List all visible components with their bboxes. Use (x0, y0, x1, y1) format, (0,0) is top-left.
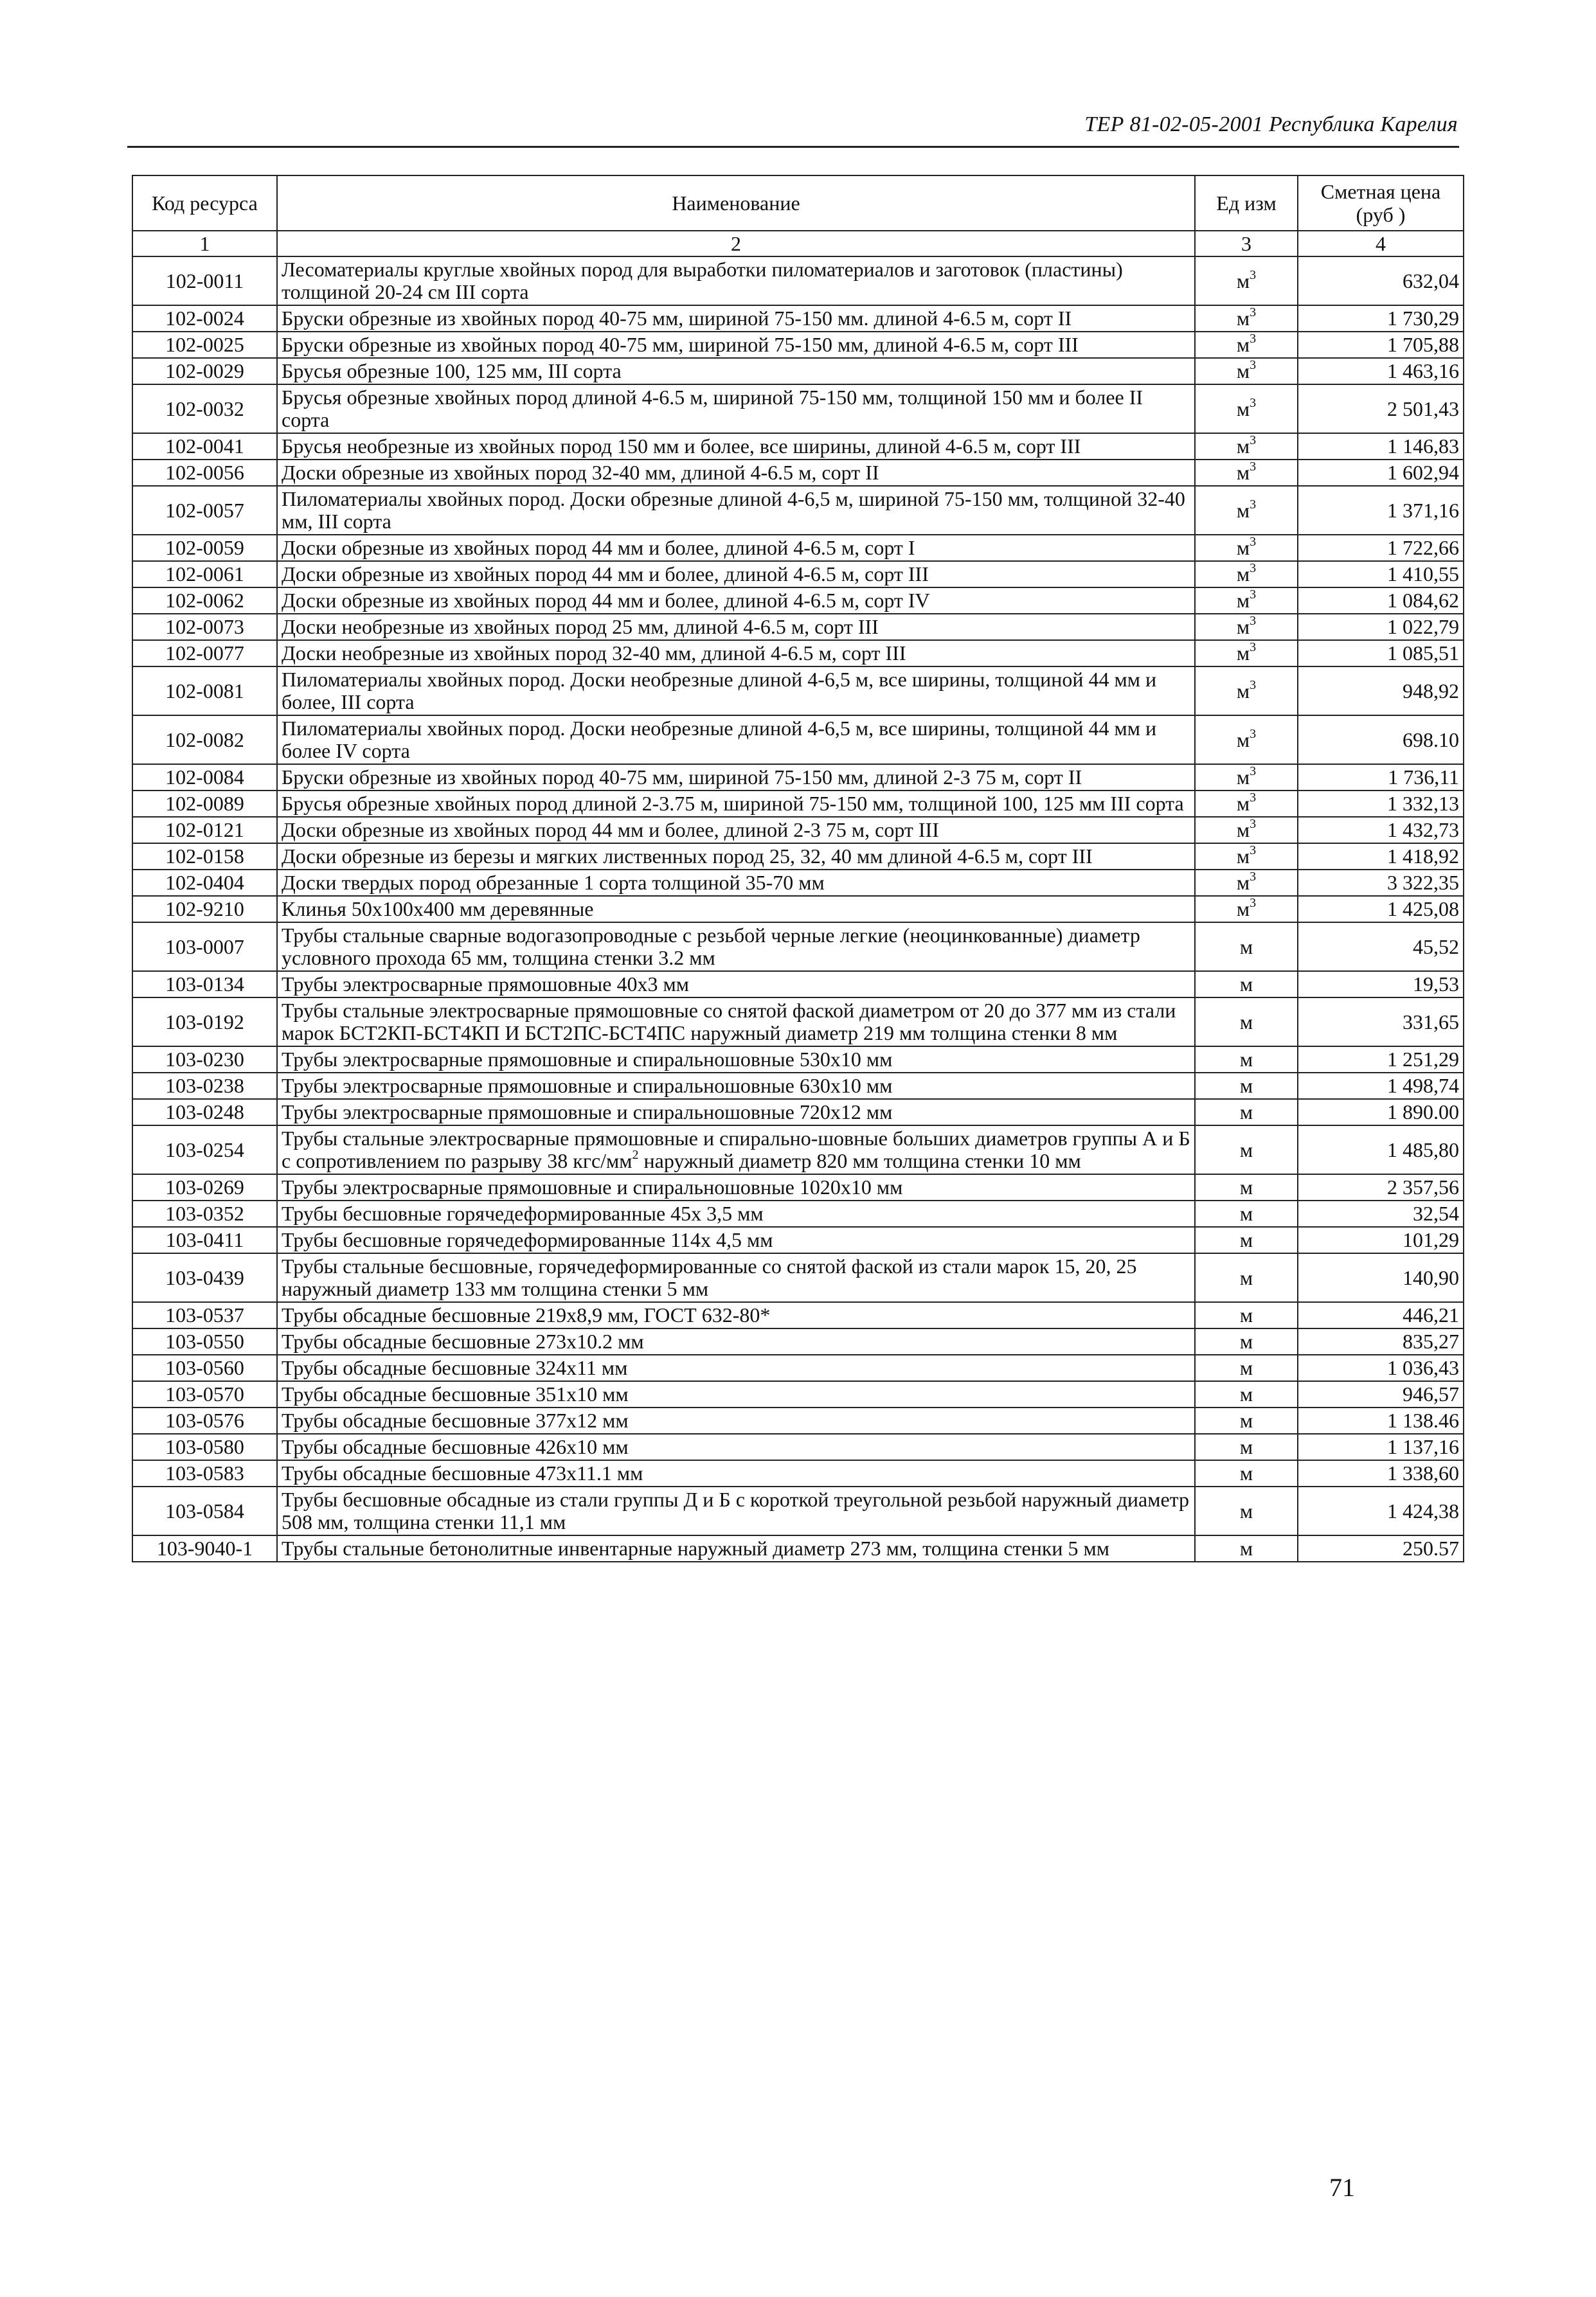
resource-name: Трубы обсадные бесшовные 219х8,9 мм, ГОСТ 632-80* (277, 1302, 1195, 1328)
table-row (132, 1073, 1464, 1099)
table-header-row (132, 175, 1464, 231)
unit-text: м (1236, 269, 1250, 292)
resource-code: 103-0580 (132, 1434, 277, 1460)
estimated-price: 331,65 (1298, 997, 1464, 1046)
resource-code: 102-0059 (132, 535, 277, 561)
unit-text: м (1239, 1435, 1253, 1458)
table-row (132, 561, 1464, 587)
unit-cell (1195, 817, 1298, 843)
unit-text: м (1236, 845, 1250, 868)
column-header-price: Сметная цена (руб ) (1298, 175, 1464, 231)
resource-name: Доски обрезные из хвойных пород 44 мм и более, длиной 4-6.5 м, сорт I (277, 535, 1195, 561)
resource-code: 103-0570 (132, 1381, 277, 1408)
unit-cell (1195, 460, 1298, 486)
unit-text: м (1236, 498, 1250, 522)
resource-code: 102-0061 (132, 561, 277, 587)
unit-text: м (1236, 792, 1250, 815)
table-row (132, 971, 1464, 997)
unit-cell (1195, 1328, 1298, 1355)
resource-name: Трубы электросварные прямошовные и спиральношовные 530х10 мм (277, 1046, 1195, 1073)
unit-superscript: 3 (1250, 433, 1257, 447)
resource-name: Бруски обрезные из хвойных пород 40-75 мм, шириной 75-150 мм. длиной 4-6.5 м, сорт II (277, 305, 1195, 332)
resource-code: 102-0089 (132, 791, 277, 817)
unit-text: м (1236, 765, 1250, 789)
unit-text: м (1239, 1265, 1253, 1289)
unit-text: м (1236, 871, 1250, 894)
column-header-code: Код ресурса (132, 175, 277, 231)
estimated-price: 1 432,73 (1298, 817, 1464, 843)
unit-cell (1195, 1434, 1298, 1460)
unit-text: м (1239, 1382, 1253, 1406)
estimated-price: 1 251,29 (1298, 1046, 1464, 1073)
unit-text: м (1236, 434, 1250, 458)
unit-cell (1195, 997, 1298, 1046)
unit-cell (1195, 486, 1298, 535)
unit-cell (1195, 1099, 1298, 1125)
resource-code: 102-0032 (132, 384, 277, 433)
estimated-price: 948,92 (1298, 666, 1464, 715)
table-row (132, 433, 1464, 460)
resource-name: Доски обрезные из хвойных пород 32-40 мм, длиной 4-6.5 м, сорт II (277, 460, 1195, 486)
unit-cell (1195, 1253, 1298, 1302)
price-table (132, 175, 1464, 1562)
resource-name: Трубы стальные сварные водогазопроводные с резьбой черные легкие (неоцинкованные) диаметр условного прохода 65 мм, толщина стенки 3.2 мм (277, 922, 1195, 971)
unit-cell (1195, 305, 1298, 332)
unit-superscript: 3 (1250, 870, 1257, 884)
resource-name: Трубы бесшовные обсадные из стали группы Д и Б с короткой треугольной резьбой наружный диаметр 508 мм, толщина стенки 11,1 мм (277, 1487, 1195, 1535)
unit-superscript: 3 (1250, 764, 1257, 778)
unit-text: м (1236, 397, 1250, 420)
resource-code: 102-0121 (132, 817, 277, 843)
estimated-price: 1 418,92 (1298, 843, 1464, 870)
unit-superscript: 3 (1250, 843, 1257, 857)
resource-name: Трубы электросварные прямошовные и спиральношовные 1020х10 мм (277, 1174, 1195, 1201)
resource-code: 102-0041 (132, 433, 277, 460)
table-row (132, 486, 1464, 535)
resource-code: 103-0230 (132, 1046, 277, 1073)
table-body (132, 256, 1464, 1562)
unit-cell (1195, 1201, 1298, 1227)
estimated-price: 946,57 (1298, 1381, 1464, 1408)
estimated-price: 1 736,11 (1298, 764, 1464, 791)
table-row (132, 1328, 1464, 1355)
table-row (132, 460, 1464, 486)
table-row (132, 791, 1464, 817)
resource-code: 102-9210 (132, 896, 277, 922)
table-row (132, 305, 1464, 332)
resource-name: Доски обрезные из хвойных пород 44 мм и более, длиной 4-6.5 м, сорт IV (277, 587, 1195, 614)
unit-superscript: 3 (1250, 817, 1257, 831)
resource-code: 103-0352 (132, 1201, 277, 1227)
unit-cell (1195, 1302, 1298, 1328)
estimated-price: 1 138.46 (1298, 1408, 1464, 1434)
table-row (132, 764, 1464, 791)
estimated-price: 1 410,55 (1298, 561, 1464, 587)
table-row (132, 896, 1464, 922)
estimated-price: 1 424,38 (1298, 1487, 1464, 1535)
estimated-price: 45,52 (1298, 922, 1464, 971)
table-row (132, 1125, 1464, 1174)
unit-superscript: 3 (1250, 267, 1257, 282)
unit-text: м (1239, 1461, 1253, 1485)
unit-cell (1195, 358, 1298, 384)
table-row (132, 870, 1464, 896)
estimated-price: 101,29 (1298, 1227, 1464, 1253)
estimated-price: 835,27 (1298, 1328, 1464, 1355)
unit-cell (1195, 1408, 1298, 1434)
unit-superscript: 3 (1250, 791, 1257, 805)
resource-name: Брусья обрезные хвойных пород длиной 4-6.5 м, шириной 75-150 мм, толщиной 150 мм и более II сорта (277, 384, 1195, 433)
unit-text: м (1236, 589, 1250, 612)
resource-code: 103-0583 (132, 1460, 277, 1487)
resource-name: Трубы электросварные прямошовные и спиральношовные 630х10 мм (277, 1073, 1195, 1099)
table-row (132, 922, 1464, 971)
resource-code: 103-0192 (132, 997, 277, 1046)
unit-superscript: 3 (1250, 587, 1257, 602)
unit-superscript: 3 (1250, 358, 1257, 372)
resource-name: Трубы стальные электросварные прямошовные со снятой фаской диаметром от 20 до 377 мм из стали марок БСТ2КП-БСТ4КП И БСТ2ПС-БСТ4ПС наружный диаметр 219 мм толщина стенки 8 мм (277, 997, 1195, 1046)
unit-text: м (1239, 1100, 1253, 1123)
resource-name: Лесоматериалы круглые хвойных пород для выработки пиломатериалов и заготовок (пластины) толщиной 20-24 см III сорта (277, 256, 1195, 305)
unit-cell (1195, 384, 1298, 433)
column-number: 1 (132, 231, 277, 256)
unit-cell (1195, 896, 1298, 922)
resource-name: Доски обрезные из хвойных пород 44 мм и более, длиной 4-6.5 м, сорт III (277, 561, 1195, 587)
column-number: 2 (277, 231, 1195, 256)
unit-text: м (1239, 1330, 1253, 1353)
unit-text: м (1239, 1228, 1253, 1251)
resource-name: Пиломатериалы хвойных пород. Доски необрезные длиной 4-6,5 м, все ширины, толщиной 44 мм и более IV сорта (277, 715, 1195, 764)
unit-superscript: 3 (1250, 395, 1257, 410)
estimated-price: 1 146,83 (1298, 433, 1464, 460)
estimated-price: 3 322,35 (1298, 870, 1464, 896)
resource-name: Клинья 50х100х400 мм деревянные (277, 896, 1195, 922)
resource-name: Бруски обрезные из хвойных пород 40-75 мм, шириной 75-150 мм, длиной 2-3 75 м, сорт II (277, 764, 1195, 791)
table-row (132, 1487, 1464, 1535)
table-row (132, 256, 1464, 305)
estimated-price: 1 498,74 (1298, 1073, 1464, 1099)
document-header-title: ТЕР 81-02-05-2001 Республика Карелия (1084, 112, 1458, 136)
table-row (132, 1253, 1464, 1302)
unit-cell (1195, 433, 1298, 460)
unit-cell (1195, 922, 1298, 971)
unit-cell (1195, 1046, 1298, 1073)
unit-superscript: 3 (1250, 561, 1257, 575)
unit-cell (1195, 614, 1298, 640)
resource-code: 102-0082 (132, 715, 277, 764)
resource-name-superscript: 2 (632, 1148, 639, 1162)
resource-code: 102-0404 (132, 870, 277, 896)
estimated-price: 698.10 (1298, 715, 1464, 764)
resource-code: 102-0073 (132, 614, 277, 640)
resource-code: 103-0537 (132, 1302, 277, 1328)
unit-text: м (1236, 536, 1250, 559)
unit-superscript: 3 (1250, 460, 1257, 474)
table-row (132, 666, 1464, 715)
unit-cell (1195, 1535, 1298, 1562)
resource-name: Пиломатериалы хвойных пород. Доски обрезные длиной 4-6,5 м, шириной 75-150 мм, толщиной 32-40 мм, III сорта (277, 486, 1195, 535)
page-number: 71 (1329, 2173, 1355, 2202)
unit-cell (1195, 1174, 1298, 1201)
unit-cell (1195, 561, 1298, 587)
unit-superscript: 3 (1250, 614, 1257, 628)
resource-code: 102-0077 (132, 640, 277, 666)
table-row (132, 640, 1464, 666)
unit-cell (1195, 666, 1298, 715)
estimated-price: 1 890.00 (1298, 1099, 1464, 1125)
estimated-price: 2 501,43 (1298, 384, 1464, 433)
resource-code: 103-0576 (132, 1408, 277, 1434)
unit-text: м (1236, 615, 1250, 638)
table-row (132, 384, 1464, 433)
unit-text: м (1239, 1537, 1253, 1560)
unit-text: м (1236, 333, 1250, 356)
unit-text: м (1236, 897, 1250, 920)
resource-name: Трубы обсадные бесшовные 377х12 мм (277, 1408, 1195, 1434)
resource-code: 103-0560 (132, 1355, 277, 1381)
resource-name: Трубы бесшовные горячедеформированные 45х 3,5 мм (277, 1201, 1195, 1227)
resource-code: 103-9040-1 (132, 1535, 277, 1562)
resource-name: Трубы обсадные бесшовные 324х11 мм (277, 1355, 1195, 1381)
unit-cell (1195, 1487, 1298, 1535)
resource-code: 102-0158 (132, 843, 277, 870)
resource-name: Бруски обрезные из хвойных пород 40-75 мм, шириной 75-150 мм, длиной 4-6.5 м, сорт III (277, 332, 1195, 358)
unit-text: м (1239, 1303, 1253, 1327)
unit-superscript: 3 (1250, 896, 1257, 910)
unit-cell (1195, 535, 1298, 561)
resource-code: 102-0057 (132, 486, 277, 535)
column-header-name: Наименование (277, 175, 1195, 231)
unit-cell (1195, 1381, 1298, 1408)
resource-code: 103-0134 (132, 971, 277, 997)
resource-code: 103-0238 (132, 1073, 277, 1099)
resource-code: 103-0248 (132, 1099, 277, 1125)
unit-text: м (1239, 1499, 1253, 1523)
unit-text: м (1236, 728, 1250, 751)
table-row (132, 587, 1464, 614)
table-row (132, 1046, 1464, 1073)
column-header-unit: Ед изм (1195, 175, 1298, 231)
unit-cell (1195, 1073, 1298, 1099)
resource-name: Трубы стальные бетонолитные инвентарные наружный диаметр 273 мм, толщина стенки 5 мм (277, 1535, 1195, 1562)
unit-cell (1195, 1355, 1298, 1381)
resource-name: Пиломатериалы хвойных пород. Доски необрезные длиной 4-6,5 м, все ширины, толщиной 44 мм и более, III сорта (277, 666, 1195, 715)
unit-cell (1195, 971, 1298, 997)
estimated-price: 19,53 (1298, 971, 1464, 997)
unit-cell (1195, 870, 1298, 896)
unit-text: м (1239, 1010, 1253, 1033)
resource-code: 102-0062 (132, 587, 277, 614)
table-row (132, 1227, 1464, 1253)
unit-text: м (1239, 1138, 1253, 1161)
resource-code: 102-0025 (132, 332, 277, 358)
estimated-price: 1 338,60 (1298, 1460, 1464, 1487)
unit-cell (1195, 332, 1298, 358)
table-row (132, 614, 1464, 640)
column-number: 3 (1195, 231, 1298, 256)
unit-text: м (1239, 1356, 1253, 1379)
unit-cell (1195, 256, 1298, 305)
unit-superscript: 3 (1250, 677, 1257, 692)
table-row (132, 1201, 1464, 1227)
resource-name: Брусья необрезные из хвойных пород 150 мм и более, все ширины, длиной 4-6.5 м, сорт III (277, 433, 1195, 460)
unit-text: м (1236, 359, 1250, 382)
unit-cell (1195, 715, 1298, 764)
table-row (132, 997, 1464, 1046)
unit-cell (1195, 764, 1298, 791)
unit-text: м (1236, 461, 1250, 484)
resource-name: Брусья обрезные 100, 125 мм, III сорта (277, 358, 1195, 384)
estimated-price: 1 022,79 (1298, 614, 1464, 640)
unit-text: м (1239, 1409, 1253, 1432)
resource-name: Трубы стальные бесшовные, горячедеформированные со снятой фаской из стали марок 15, 20, 25 наружный диаметр 133 мм толщина стенки 5 мм (277, 1253, 1195, 1302)
resource-code: 102-0081 (132, 666, 277, 715)
estimated-price: 446,21 (1298, 1302, 1464, 1328)
estimated-price: 32,54 (1298, 1201, 1464, 1227)
table-row (132, 1381, 1464, 1408)
estimated-price: 140,90 (1298, 1253, 1464, 1302)
unit-text: м (1239, 934, 1253, 958)
estimated-price: 1 602,94 (1298, 460, 1464, 486)
table-row (132, 358, 1464, 384)
table-row (132, 817, 1464, 843)
estimated-price: 1 371,16 (1298, 486, 1464, 535)
unit-text: м (1239, 972, 1253, 996)
resource-code: 103-0269 (132, 1174, 277, 1201)
resource-code: 102-0084 (132, 764, 277, 791)
resource-name: Трубы обсадные бесшовные 273х10.2 мм (277, 1328, 1195, 1355)
resource-name: Доски необрезные из хвойных пород 25 мм, длиной 4-6.5 м, сорт III (277, 614, 1195, 640)
estimated-price: 1 730,29 (1298, 305, 1464, 332)
column-number-row (132, 231, 1464, 256)
resource-name: Доски обрезные из березы и мягких лиственных пород 25, 32, 40 мм длиной 4-6.5 м, сорт III (277, 843, 1195, 870)
resource-name: Трубы обсадные бесшовные 426х10 мм (277, 1434, 1195, 1460)
resource-code: 102-0029 (132, 358, 277, 384)
unit-cell (1195, 587, 1298, 614)
resource-name (277, 1125, 1195, 1174)
estimated-price: 250.57 (1298, 1535, 1464, 1562)
table-row (132, 1434, 1464, 1460)
resource-code: 102-0056 (132, 460, 277, 486)
estimated-price: 1 137,16 (1298, 1434, 1464, 1460)
estimated-price: 1 036,43 (1298, 1355, 1464, 1381)
table-row (132, 535, 1464, 561)
unit-superscript: 3 (1250, 726, 1257, 741)
resource-name: Доски обрезные из хвойных пород 44 мм и более, длиной 2-3 75 м, сорт III (277, 817, 1195, 843)
estimated-price: 1 485,80 (1298, 1125, 1464, 1174)
resource-code: 103-0254 (132, 1125, 277, 1174)
resource-name: Брусья обрезные хвойных пород длиной 2-3.75 м, шириной 75-150 мм, толщиной 100, 125 мм III сорта (277, 791, 1195, 817)
resource-code: 103-0007 (132, 922, 277, 971)
resource-name: Трубы электросварные прямошовные 40х3 мм (277, 971, 1195, 997)
unit-superscript: 3 (1250, 640, 1257, 654)
table-row (132, 1099, 1464, 1125)
table-row (132, 1535, 1464, 1562)
unit-superscript: 3 (1250, 305, 1257, 319)
resource-name: Доски твердых пород обрезанные 1 сорта толщиной 35-70 мм (277, 870, 1195, 896)
column-number: 4 (1298, 231, 1464, 256)
estimated-price: 2 357,56 (1298, 1174, 1464, 1201)
table-row (132, 843, 1464, 870)
unit-cell (1195, 640, 1298, 666)
unit-text: м (1239, 1202, 1253, 1225)
estimated-price: 1 463,16 (1298, 358, 1464, 384)
resource-code: 103-0550 (132, 1328, 277, 1355)
resource-name-text: наружный диаметр 820 мм толщина стенки 10 мм (638, 1149, 1081, 1172)
resource-name: Трубы обсадные бесшовные 473х11.1 мм (277, 1460, 1195, 1487)
estimated-price: 1 332,13 (1298, 791, 1464, 817)
unit-cell (1195, 1460, 1298, 1487)
unit-text: м (1239, 1175, 1253, 1199)
unit-cell (1195, 843, 1298, 870)
table-row (132, 715, 1464, 764)
resource-code: 103-0411 (132, 1227, 277, 1253)
resource-name: Трубы обсадные бесшовные 351х10 мм (277, 1381, 1195, 1408)
resource-code: 103-0584 (132, 1487, 277, 1535)
estimated-price: 1 084,62 (1298, 587, 1464, 614)
resource-name-text: Трубы стальные электросварные прямошовные и спирально-шовные больших диаметров группы А и Б с сопротивлением по разрыву 38 кгс/мм (282, 1127, 1190, 1172)
unit-text: м (1236, 818, 1250, 841)
table-row (132, 1460, 1464, 1487)
estimated-price: 1 425,08 (1298, 896, 1464, 922)
unit-superscript: 3 (1250, 535, 1257, 549)
unit-text: м (1239, 1048, 1253, 1071)
resource-name: Трубы бесшовные горячедеформированные 114х 4,5 мм (277, 1227, 1195, 1253)
resource-code: 103-0439 (132, 1253, 277, 1302)
table-row (132, 1355, 1464, 1381)
unit-text: м (1236, 641, 1250, 665)
table-row (132, 1174, 1464, 1201)
unit-superscript: 3 (1250, 332, 1257, 346)
resource-code: 102-0011 (132, 256, 277, 305)
unit-cell (1195, 791, 1298, 817)
estimated-price: 632,04 (1298, 256, 1464, 305)
unit-cell (1195, 1227, 1298, 1253)
unit-superscript: 3 (1250, 497, 1257, 512)
estimated-price: 1 085,51 (1298, 640, 1464, 666)
unit-text: м (1236, 679, 1250, 702)
resource-code: 102-0024 (132, 305, 277, 332)
estimated-price: 1 705,88 (1298, 332, 1464, 358)
unit-text: м (1236, 307, 1250, 330)
table-row (132, 1408, 1464, 1434)
resource-name: Доски необрезные из хвойных пород 32-40 мм, длиной 4-6.5 м, сорт III (277, 640, 1195, 666)
unit-text: м (1236, 562, 1250, 585)
header-rule (127, 146, 1459, 148)
table-row (132, 1302, 1464, 1328)
table-row (132, 332, 1464, 358)
estimated-price: 1 722,66 (1298, 535, 1464, 561)
unit-cell (1195, 1125, 1298, 1174)
resource-name: Трубы электросварные прямошовные и спиральношовные 720х12 мм (277, 1099, 1195, 1125)
unit-text: м (1239, 1074, 1253, 1097)
